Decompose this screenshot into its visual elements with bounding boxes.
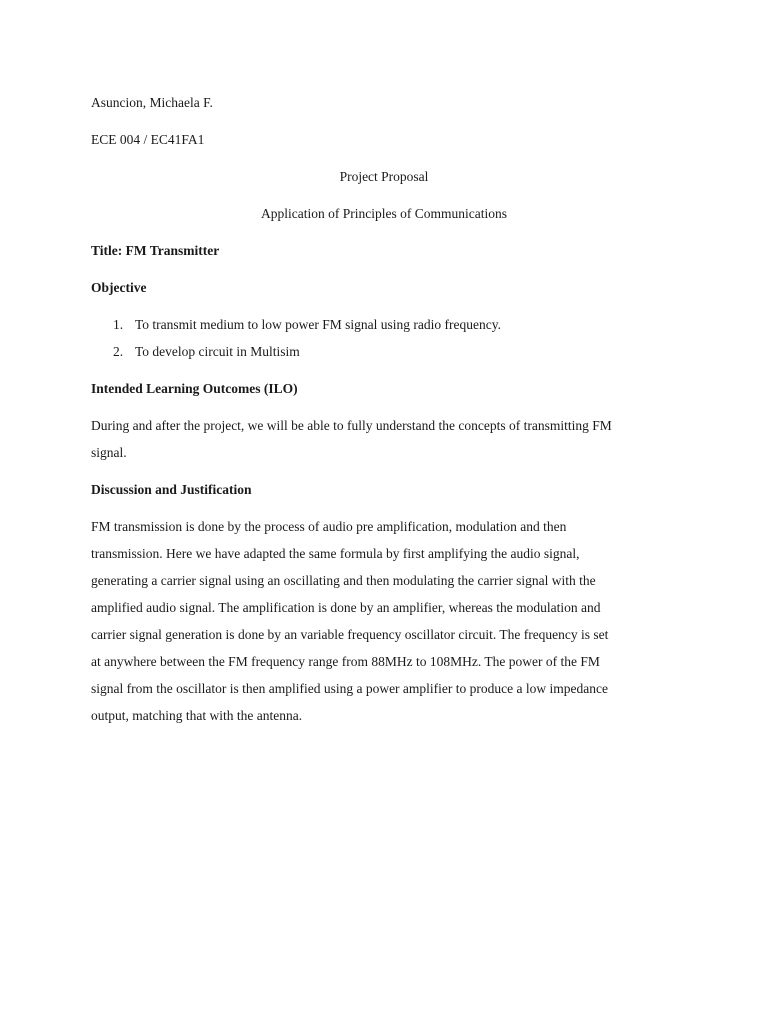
course-code: ECE 004 / EC41FA1 (91, 132, 205, 147)
document-subject: Application of Principles of Communications (261, 206, 507, 221)
paragraph-line: carrier signal generation is done by an variable frequency oscillator circuit. The frequency is set (91, 627, 609, 642)
ilo-paragraph (91, 412, 681, 466)
paragraph-line: output, matching that with the antenna. (91, 708, 303, 723)
discussion-paragraph (91, 513, 681, 729)
paragraph-line: signal. (91, 445, 127, 460)
author-name: Asuncion, Michaela F. (91, 95, 213, 110)
objective-item-1 (113, 316, 501, 334)
objective-item-text: To develop circuit in Multisim (135, 344, 300, 359)
document-type: Project Proposal (339, 169, 429, 184)
objective-heading: Objective (91, 280, 147, 295)
paragraph-line: transmission. Here we have adapted the same formula by first amplifying the audio signal, (91, 546, 580, 561)
paragraph-line: at anywhere between the FM frequency range from 88MHz to 108MHz. The power of the FM (91, 654, 600, 669)
discussion-heading: Discussion and Justification (91, 482, 252, 497)
list-number: 2. (113, 344, 124, 359)
project-title: Title: FM Transmitter (91, 243, 220, 258)
paragraph-line: generating a carrier signal using an oscillating and then modulating the carrier signal with the (91, 573, 596, 588)
paragraph-line: FM transmission is done by the process of audio pre amplification, modulation and then (91, 519, 567, 534)
ilo-heading: Intended Learning Outcomes (ILO) (91, 381, 298, 396)
paragraph-line: signal from the oscillator is then amplified using a power amplifier to produce a low impedance (91, 681, 608, 696)
paragraph-line: During and after the project, we will be able to fully understand the concepts of transmitting FM (91, 418, 612, 433)
objective-item-text: To transmit medium to low power FM signal using radio frequency. (135, 317, 501, 332)
list-number: 1. (113, 317, 124, 332)
objective-item-2 (113, 343, 300, 361)
paragraph-line: amplified audio signal. The amplification is done by an amplifier, whereas the modulation and (91, 600, 601, 615)
